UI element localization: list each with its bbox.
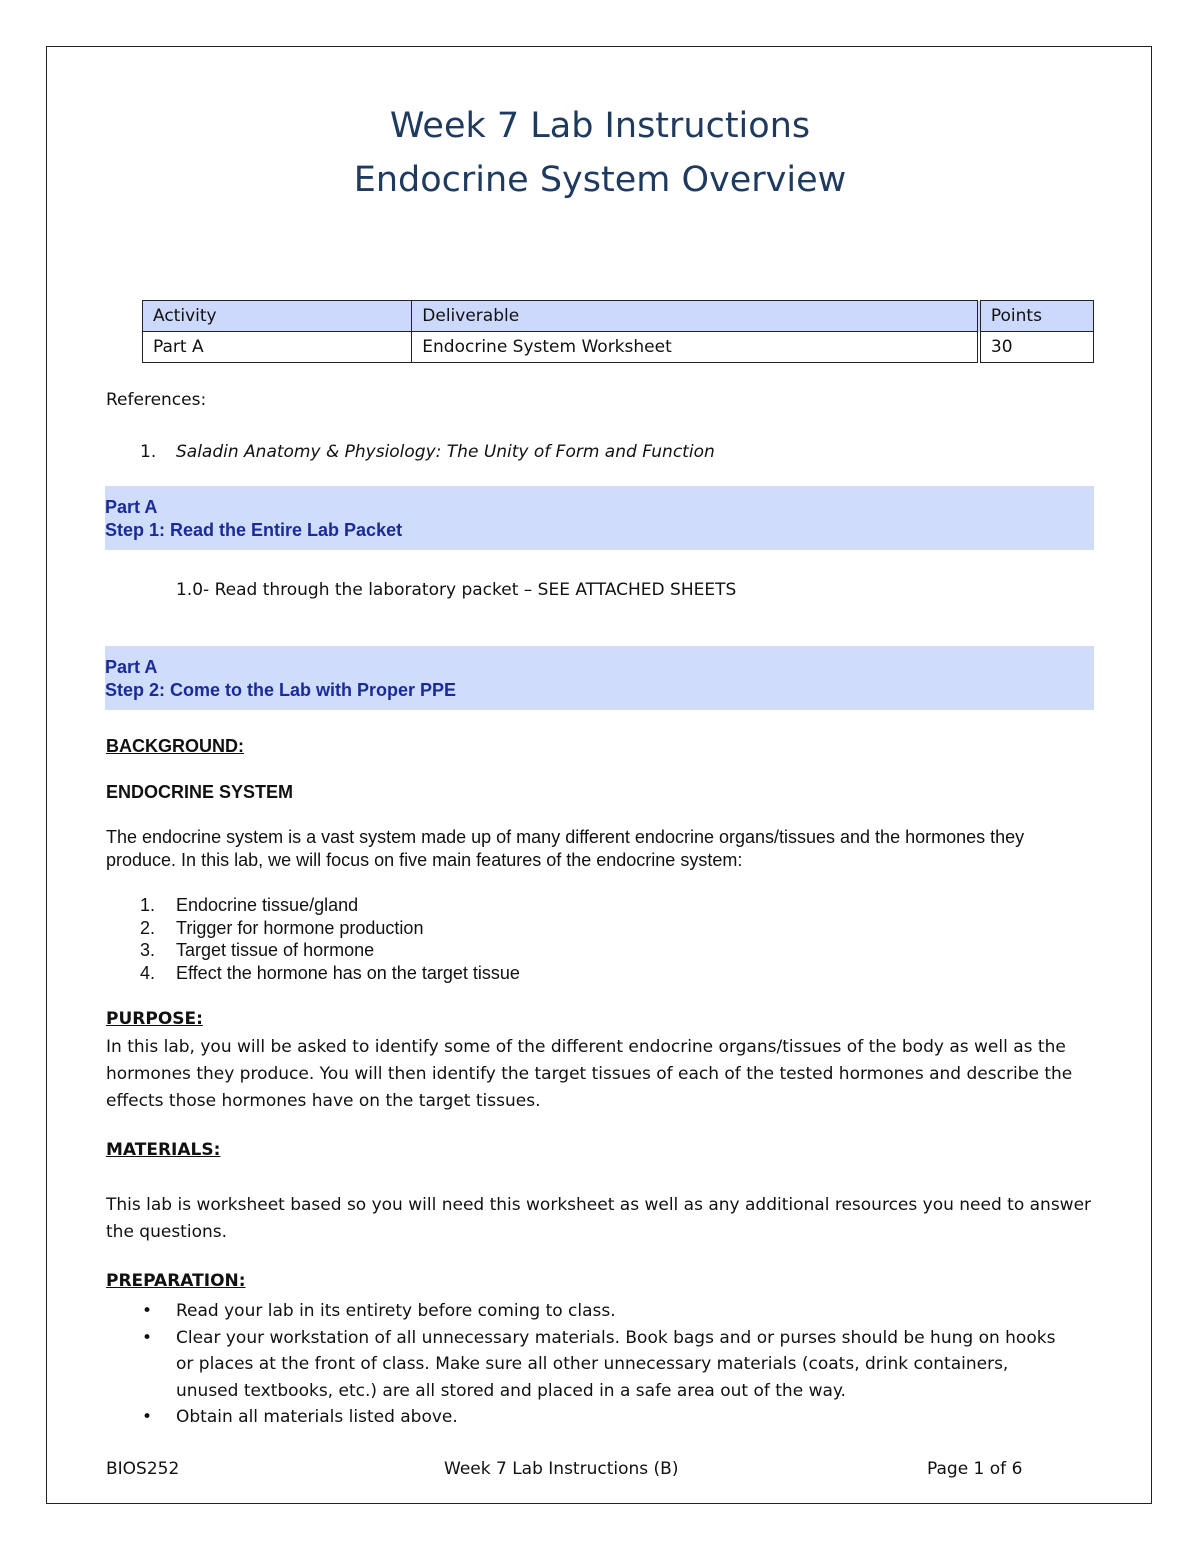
- step2-part: Part A: [105, 657, 158, 677]
- list-item: 2. Trigger for hormone production: [140, 917, 424, 938]
- table-cell-activity: Part A: [143, 332, 412, 363]
- list-item: 4. Effect the hormone has on the target tissue: [140, 962, 520, 983]
- list-item: • Read your lab in its entirety before coming to class.: [140, 1298, 1070, 1325]
- materials-heading: MATERIALS:: [106, 1140, 221, 1160]
- step1-title: Step 1: Read the Entire Lab Packet: [105, 520, 403, 540]
- step1-banner: [105, 486, 1094, 550]
- bullet-icon: •: [142, 1407, 153, 1427]
- table-row: [143, 332, 1094, 363]
- table-header-deliverable: Deliverable: [412, 301, 979, 332]
- activity-table: [142, 300, 1094, 363]
- preparation-list: [140, 1298, 1070, 1431]
- footer-course: BIOS252: [106, 1459, 180, 1479]
- footer-document: Week 7 Lab Instructions (B): [444, 1459, 679, 1479]
- table-cell-deliverable: Endocrine System Worksheet: [412, 332, 979, 363]
- materials-paragraph: This lab is worksheet based so you will need this worksheet as well as any additional resources you need to answer the questions.: [106, 1195, 1092, 1242]
- purpose-paragraph: In this lab, you will be asked to identify some of the different endocrine organs/tissues of the body as well as the hormones they produce. You will then identify the target tissues of each of the tested hormones and describe the effects those hormones have on the target tissues.: [106, 1037, 1073, 1111]
- reference-item: [140, 442, 715, 462]
- reference-author: Saladin: [176, 442, 245, 462]
- step2-title: Step 2: Come to the Lab with Proper PPE: [105, 680, 457, 700]
- bullet-icon: •: [142, 1327, 153, 1348]
- list-item: • Clear your workstation of all unnecessary materials. Book bags and or purses should be hung on hooks or places at the front of class. Make sure all other unnecessary materials (coats, drink containers, unused textbooks, etc.) are all stored and placed in a safe area out of the way.: [140, 1325, 1070, 1405]
- reference-title: Anatomy & Physiology: The Unity of Form and Function: [244, 442, 715, 462]
- document-title: Week 7 Lab Instructions: [389, 106, 811, 146]
- references-label: References:: [106, 390, 207, 410]
- list-item: 3. Target tissue of hormone: [140, 940, 375, 960]
- table-header-points: Points: [979, 301, 1094, 332]
- endocrine-subheading: ENDOCRINE SYSTEM: [106, 782, 294, 802]
- list-item: 1. Endocrine tissue/gland: [140, 895, 359, 915]
- reference-number: 1.: [140, 442, 157, 462]
- background-heading: BACKGROUND:: [106, 736, 244, 756]
- background-paragraph: The endocrine system is a vast system made up of many different endocrine organs/tissues and the hormones they produce. In this lab, we will focus on five main features of the endocrine system:: [106, 827, 1025, 870]
- preparation-heading: PREPARATION:: [106, 1271, 246, 1291]
- purpose-heading: PURPOSE:: [106, 1009, 203, 1029]
- footer-page-number: Page 1 of 6: [927, 1459, 1023, 1479]
- bullet-icon: •: [142, 1301, 153, 1321]
- table-cell-points: 30: [979, 332, 1094, 363]
- step2-banner: [105, 646, 1094, 710]
- step1-part: Part A: [105, 497, 158, 517]
- document-subtitle: Endocrine System Overview: [353, 160, 847, 200]
- table-header-activity: Activity: [143, 301, 412, 332]
- table-header-row: [143, 301, 1094, 332]
- step1-item: 1.0- Read through the laboratory packet – SEE ATTACHED SHEETS: [176, 580, 737, 600]
- list-item: • Obtain all materials listed above.: [140, 1404, 1070, 1431]
- features-list: [140, 894, 520, 984]
